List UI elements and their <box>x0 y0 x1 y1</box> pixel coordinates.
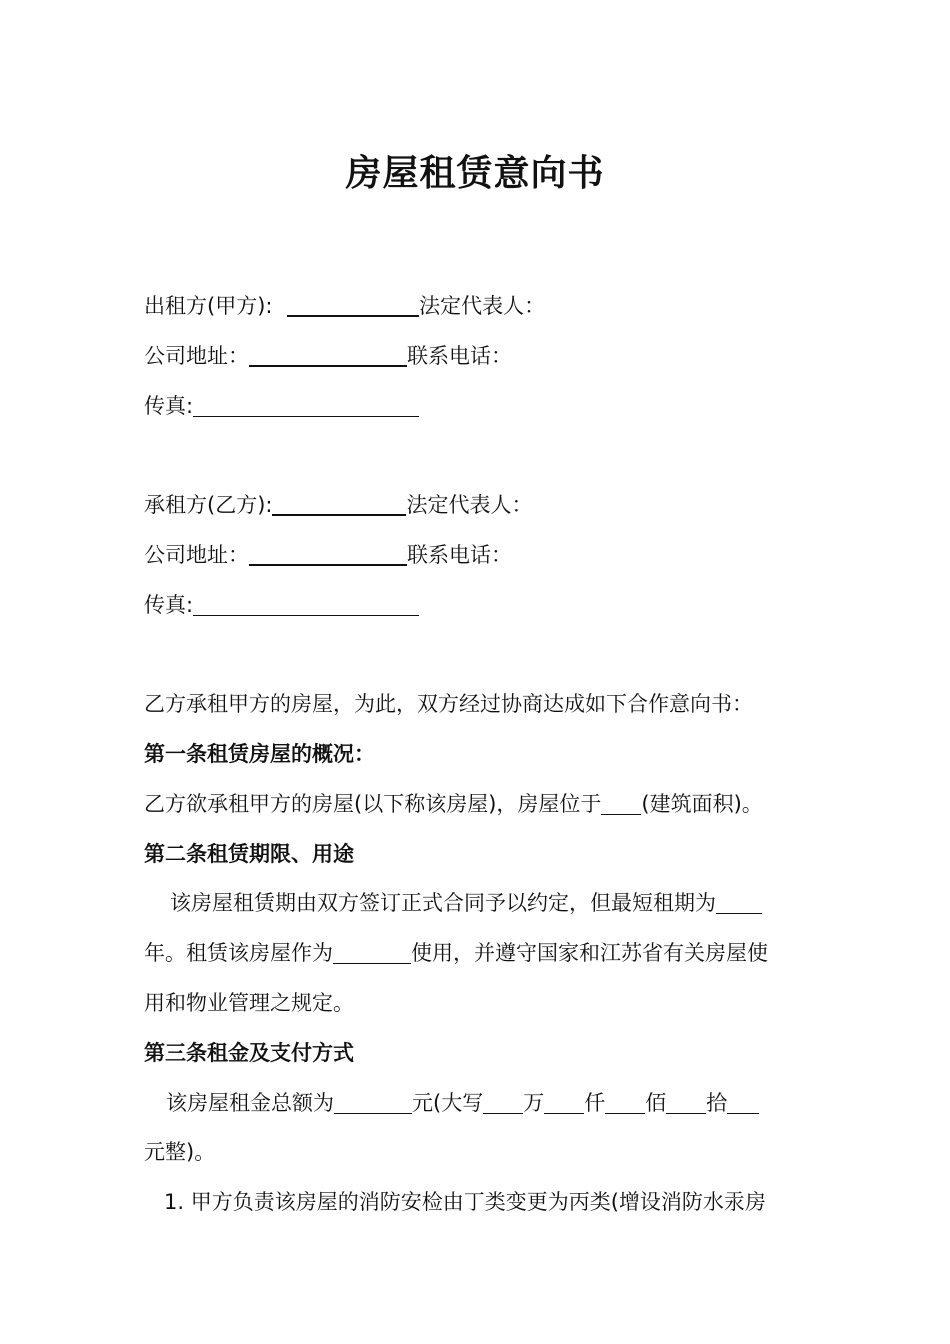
party-a-phone-label: 联系电话： <box>407 344 512 368</box>
party-b-name-blank <box>272 494 406 516</box>
party-a-fax-label: 传真: <box>144 394 194 418</box>
party-b-fax-label: 传真: <box>144 593 194 617</box>
party-b-legal-rep-label: 法定代表人： <box>406 493 533 517</box>
article-3-line-1 <box>144 1088 759 1118</box>
party-a-address-blank <box>249 345 407 367</box>
min-term-blank <box>716 893 762 914</box>
yuan-blank <box>727 1093 759 1114</box>
rent-capital-label: 元(大写 <box>412 1091 484 1115</box>
location-blank <box>601 794 641 815</box>
intro-paragraph: 乙方承租甲方的房屋，为此，双方经过协商达成如下合作意向书： <box>144 692 753 716</box>
party-b-address-label: 公司地址： <box>144 543 249 567</box>
party-b-address-line <box>144 540 512 570</box>
party-b-fax-blank <box>193 595 419 616</box>
party-a-label: 出租方(甲方): <box>144 294 273 318</box>
article-2-line-1-text: 该房屋租赁期由双方签订正式合同予以约定，但最短租期为 <box>170 891 716 915</box>
party-a-legal-rep-label: 法定代表人： <box>419 294 546 318</box>
article-2-line-2-a: 年。租赁该房屋作为 <box>144 941 333 965</box>
article-3-heading: 第三条租金及支付方式 <box>144 1041 354 1065</box>
unit-qian: 仟 <box>584 1091 606 1115</box>
article-1-heading: 第一条租赁房屋的概况： <box>144 742 375 766</box>
party-a-fax-blank <box>193 396 419 417</box>
rent-amount-blank <box>334 1093 412 1114</box>
usage-blank <box>333 943 411 964</box>
article-3-item-1: 1. 甲方负责该房屋的消防安检由丁类变更为丙类(增设消防水汞房 <box>164 1190 766 1214</box>
bai-blank <box>605 1093 645 1114</box>
article-1-text <box>144 789 763 819</box>
unit-shi: 拾 <box>706 1091 728 1115</box>
article-2-line-2-b: 使用，并遵守国家和江苏省有关房屋使 <box>411 941 768 965</box>
shi-blank <box>666 1093 706 1114</box>
unit-wan: 万 <box>523 1091 545 1115</box>
unit-bai: 佰 <box>645 1091 667 1115</box>
article-2-line-3: 用和物业管理之规定。 <box>144 991 354 1015</box>
article-1-text-b: (建筑面积)。 <box>641 792 763 816</box>
wan-blank <box>483 1093 523 1114</box>
rent-total-label: 该房屋租金总额为 <box>166 1091 334 1115</box>
article-2-heading: 第二条租赁期限、用途 <box>144 842 354 866</box>
party-a-address-label: 公司地址： <box>144 344 249 368</box>
party-b-address-blank <box>249 544 407 566</box>
article-1-text-a: 乙方欲承租甲方的房屋(以下称该房屋)，房屋位于 <box>144 792 602 816</box>
article-3-line-2: 元整)。 <box>144 1140 216 1164</box>
document-title: 房屋租赁意向书 <box>345 152 605 194</box>
party-a-name-blank <box>287 295 419 317</box>
party-b-fax-line <box>144 590 419 620</box>
party-b-phone-label: 联系电话： <box>407 543 512 567</box>
party-a-address-line <box>144 341 512 371</box>
party-a-fax-line <box>144 391 419 421</box>
party-b-line <box>144 490 532 520</box>
article-2-line-2 <box>144 938 768 968</box>
article-2-line-1 <box>144 888 762 918</box>
party-b-label: 承租方(乙方): <box>144 493 273 517</box>
qian-blank <box>544 1093 584 1114</box>
party-a-line <box>144 291 545 321</box>
